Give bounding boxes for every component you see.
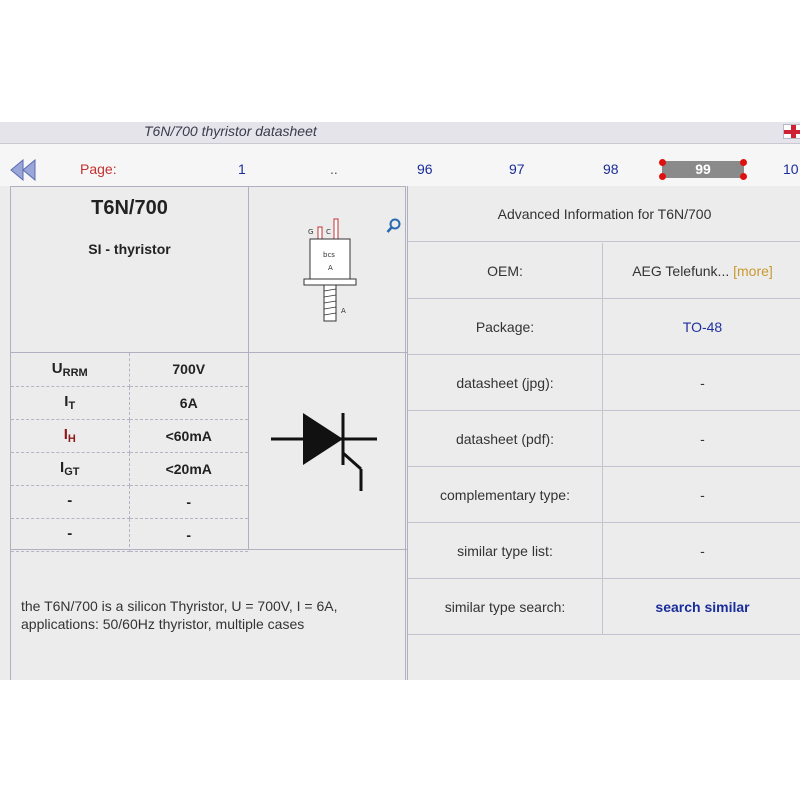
- param-symbol: $I_H$: [63, 426, 76, 445]
- info-row-datasheet-pdf: [408, 411, 800, 467]
- page-link-97[interactable]: 97: [509, 161, 525, 177]
- param-value: 6A: [129, 386, 248, 419]
- advanced-info-title: Advanced Information for T6N/700: [408, 186, 800, 242]
- info-row-datasheet-jpg: [408, 355, 800, 411]
- pin-g-label: G: [308, 228, 314, 236]
- divider: [248, 187, 249, 549]
- stud-label: A: [341, 307, 346, 315]
- info-row-similar-list: [408, 523, 800, 579]
- package-link[interactable]: TO-48: [682, 319, 723, 335]
- current-page: [662, 161, 744, 178]
- marker-dot-icon: [740, 173, 747, 180]
- page-link-1[interactable]: 1: [238, 161, 246, 177]
- page-link-next[interactable]: 10: [783, 161, 799, 177]
- datasheet-frame: [0, 122, 800, 680]
- anode-label: A: [328, 264, 333, 272]
- part-type: SI - thyristor: [88, 241, 171, 257]
- param-value: <60mA: [129, 419, 248, 452]
- info-label: OEM:: [408, 243, 603, 299]
- part-summary-panel: [10, 186, 406, 680]
- info-row-package: [408, 299, 800, 355]
- info-value: -: [700, 375, 705, 391]
- more-link[interactable]: [more]: [733, 263, 773, 279]
- table-row: [11, 452, 248, 485]
- page-ellipsis: ..: [330, 161, 338, 177]
- page-label: Page:: [80, 161, 117, 177]
- info-label: similar type list:: [408, 523, 603, 579]
- search-similar-link[interactable]: search similar: [655, 599, 750, 615]
- uk-flag-icon[interactable]: [783, 124, 800, 139]
- param-value: <20mA: [129, 452, 248, 485]
- table-row: [11, 518, 248, 551]
- param-symbol: $I_T$: [64, 393, 76, 412]
- marker-dot-icon: [659, 173, 666, 180]
- info-row-similar-search: [408, 579, 800, 635]
- param-symbol: -: [67, 492, 73, 509]
- page-link-98[interactable]: 98: [603, 161, 619, 177]
- param-value: -: [129, 485, 248, 518]
- marker-dot-icon: [740, 159, 747, 166]
- thyristor-symbol-icon: [269, 407, 379, 502]
- info-label: datasheet (jpg):: [408, 355, 603, 411]
- title-bar: [0, 122, 800, 144]
- parameter-table: [11, 353, 248, 552]
- marker-dot-icon: [659, 159, 666, 166]
- param-symbol: -: [67, 525, 73, 542]
- info-label: similar type search:: [408, 579, 603, 635]
- param-value: -: [129, 518, 248, 551]
- table-row: [11, 386, 248, 419]
- info-label: Package:: [408, 299, 603, 355]
- part-name: T6N/700: [91, 197, 168, 219]
- current-page-number: 99: [695, 161, 711, 177]
- first-page-icon[interactable]: [10, 159, 36, 186]
- info-value: -: [700, 431, 705, 447]
- package-drawing: [291, 215, 361, 332]
- info-label: datasheet (pdf):: [408, 411, 603, 467]
- info-value: -: [700, 543, 705, 559]
- table-row: [11, 485, 248, 518]
- info-row-complementary: [408, 467, 800, 523]
- pagination: [0, 144, 800, 186]
- info-value: -: [700, 487, 705, 503]
- param-symbol: $I_{GT}$: [60, 459, 80, 478]
- oem-value: AEG Telefunk...: [632, 263, 730, 279]
- magnifier-icon[interactable]: [386, 218, 402, 239]
- table-row: [11, 419, 248, 452]
- pin-c-label: C: [326, 228, 331, 236]
- advanced-info-panel: [407, 186, 800, 680]
- table-row: [11, 353, 248, 386]
- param-value: 700V: [129, 353, 248, 386]
- info-label: complementary type:: [408, 467, 603, 523]
- case-label: bcs: [323, 251, 335, 259]
- param-symbol: $U_{RRM}$: [51, 359, 88, 379]
- part-description: the T6N/700 is a silicon Thyristor, U = 700V, I = 6A, applications: 50/60Hz thyristor, multiple cases: [21, 598, 338, 632]
- info-row-oem: [408, 243, 800, 299]
- page-link-96[interactable]: 96: [417, 161, 433, 177]
- window-title: T6N/700 thyristor datasheet: [144, 123, 317, 139]
